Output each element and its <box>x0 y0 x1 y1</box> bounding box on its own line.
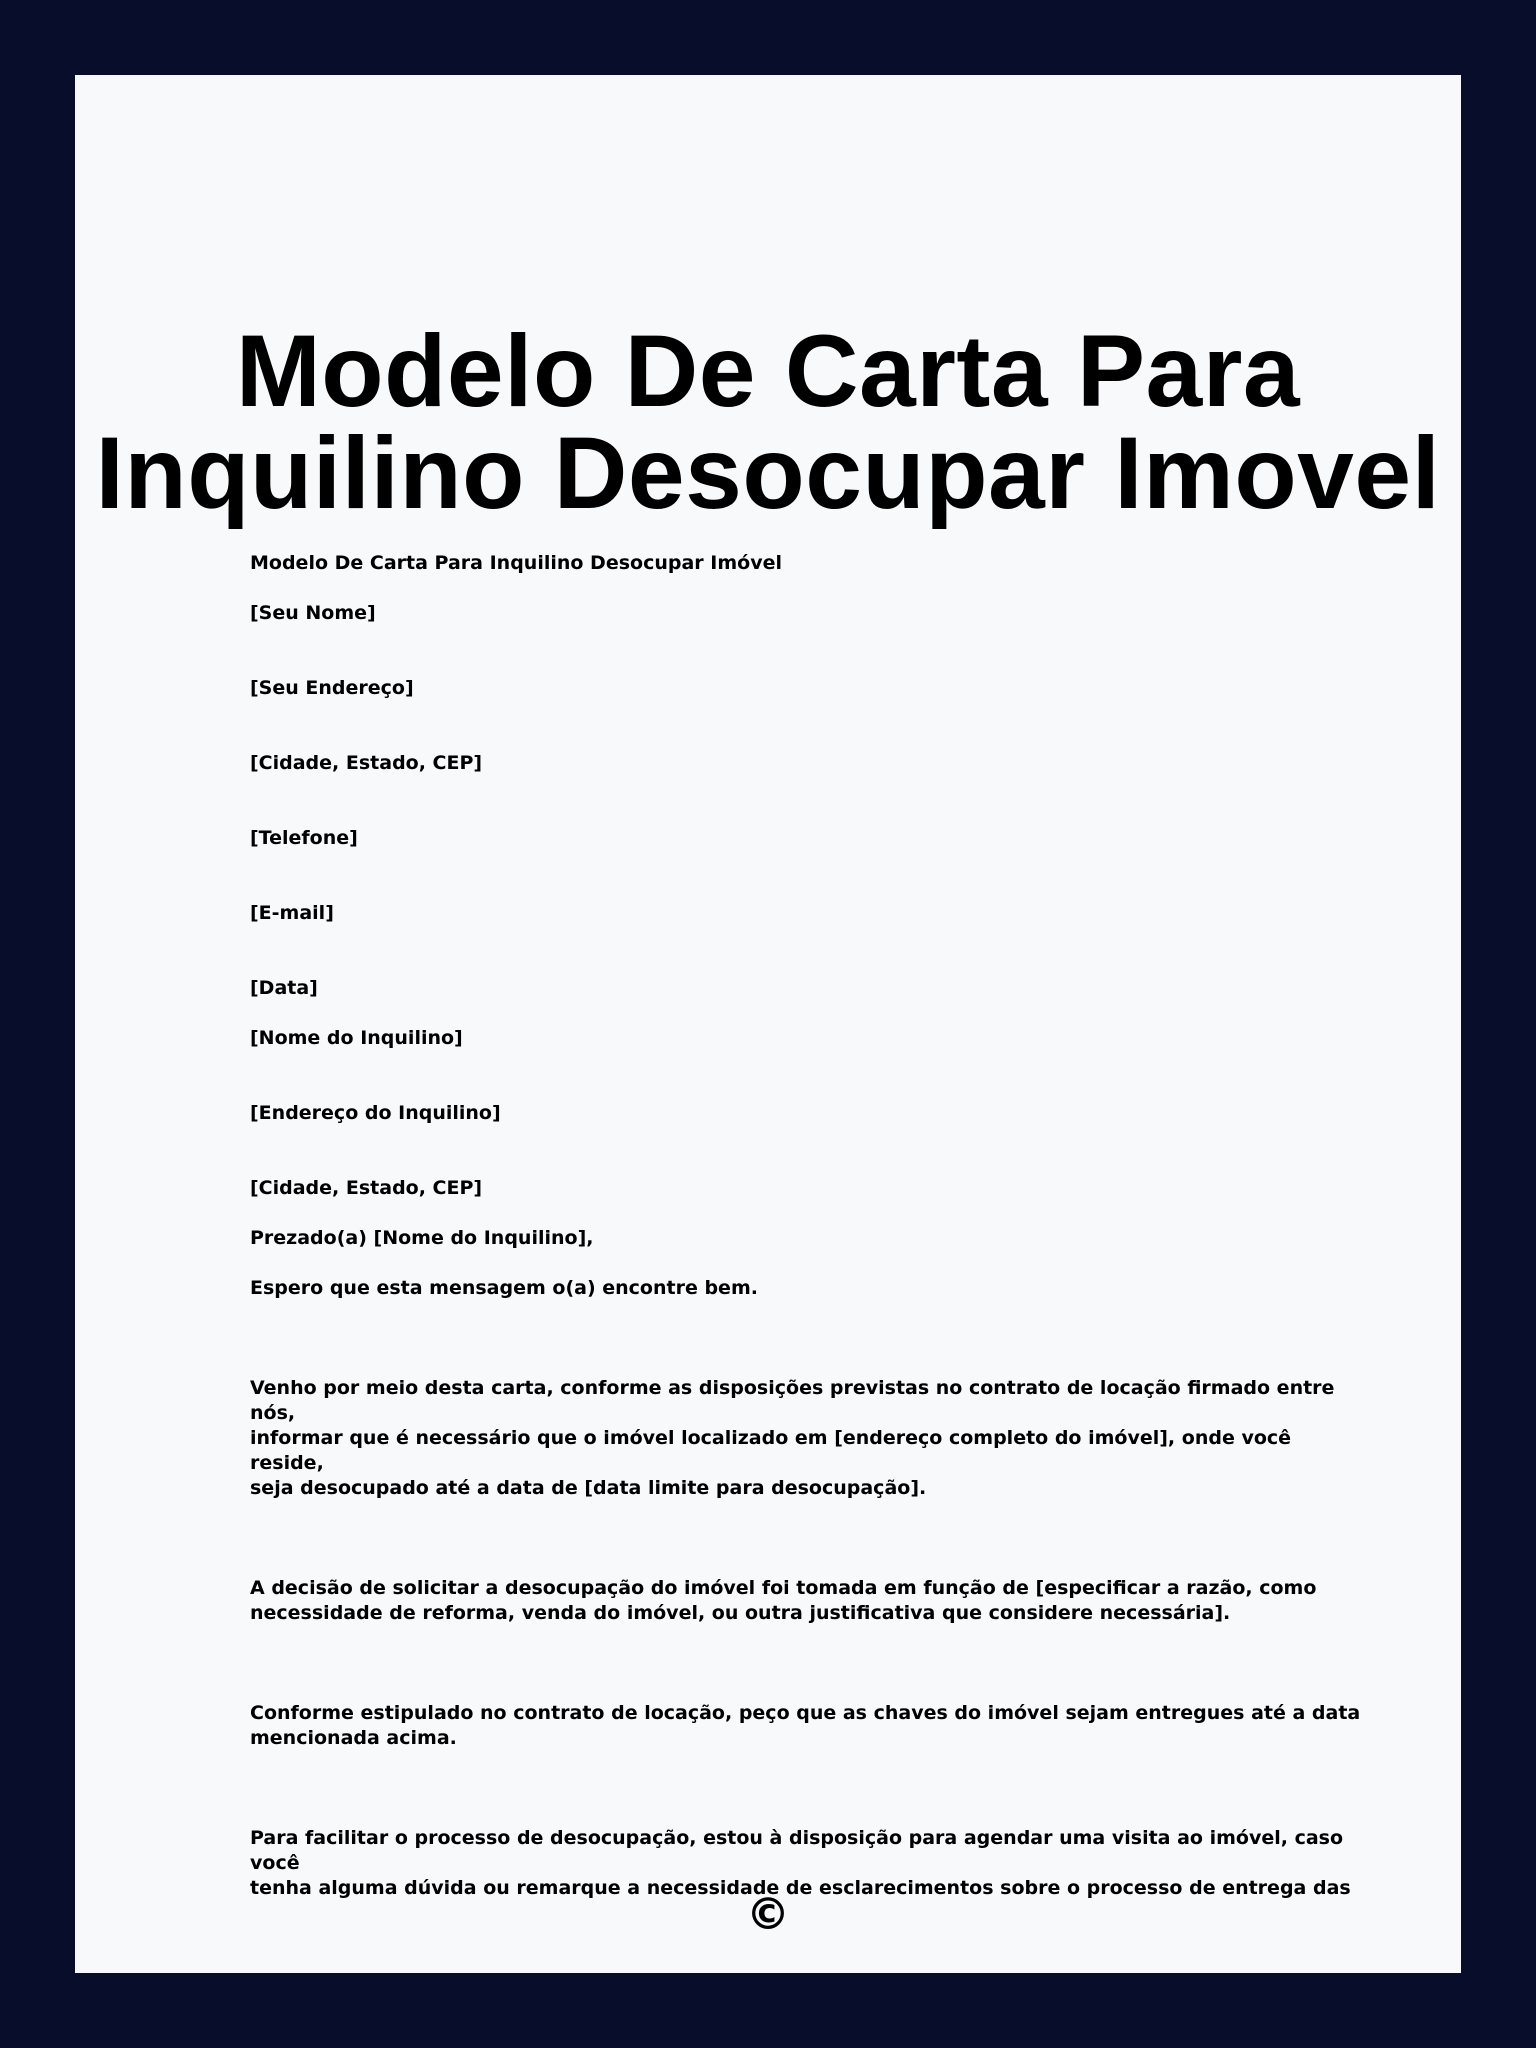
paragraph-reason: A decisão de solicitar a desocupação do imóvel foi tomada em função de [especificar a razão, como necessidade de reforma, venda do imóvel, ou outra justificativa que considere necessária]. <box>250 1577 1317 1624</box>
letter-date: [Data] <box>250 977 318 999</box>
sender-phone: [Telefone] <box>250 827 358 849</box>
paragraph-visit: Para facilitar o processo de desocupação, estou à disposição para agendar uma visita ao imóvel, caso você tenha alguma dúvida ou remarque a necessidade de esclarecimentos sobre o processo de entrega das <box>250 1827 1351 1899</box>
letter-greeting: Prezado(a) [Nome do Inquilino], <box>250 1227 594 1249</box>
sender-email: [E-mail] <box>250 902 334 924</box>
copyright-icon: © <box>746 1889 790 1940</box>
sender-address: [Seu Endereço] <box>250 677 414 699</box>
page-title <box>75 314 1461 530</box>
recipient-name: [Nome do Inquilino] <box>250 1027 463 1049</box>
document-page <box>75 75 1461 1973</box>
paragraph-keys: Conforme estipulado no contrato de locação, peço que as chaves do imóvel sejam entregues até a data mencionada acima. <box>250 1702 1361 1749</box>
sender-city: [Cidade, Estado, CEP] <box>250 752 483 774</box>
sender-name: [Seu Nome] <box>250 602 376 624</box>
paragraph-notice: Venho por meio desta carta, conforme as disposições previstas no contrato de locação firmado entre nós, informar que é necessário que o imóvel localizado em [endereço completo do imóvel], onde você reside, seja desocupado até a data de [data limite para desocupação]. <box>250 1377 1335 1499</box>
letter-opening: Espero que esta mensagem o(a) encontre bem. <box>250 1277 758 1299</box>
recipient-address: [Endereço do Inquilino] <box>250 1102 501 1124</box>
letter-body <box>250 551 1370 1901</box>
title-line-2: Inquilino Desocupar Imovel <box>95 416 1441 530</box>
title-line-1: Modelo De Carta Para <box>235 314 1301 428</box>
recipient-city: [Cidade, Estado, CEP] <box>250 1177 483 1199</box>
letter-heading: Modelo De Carta Para Inquilino Desocupar Imóvel <box>250 552 782 574</box>
